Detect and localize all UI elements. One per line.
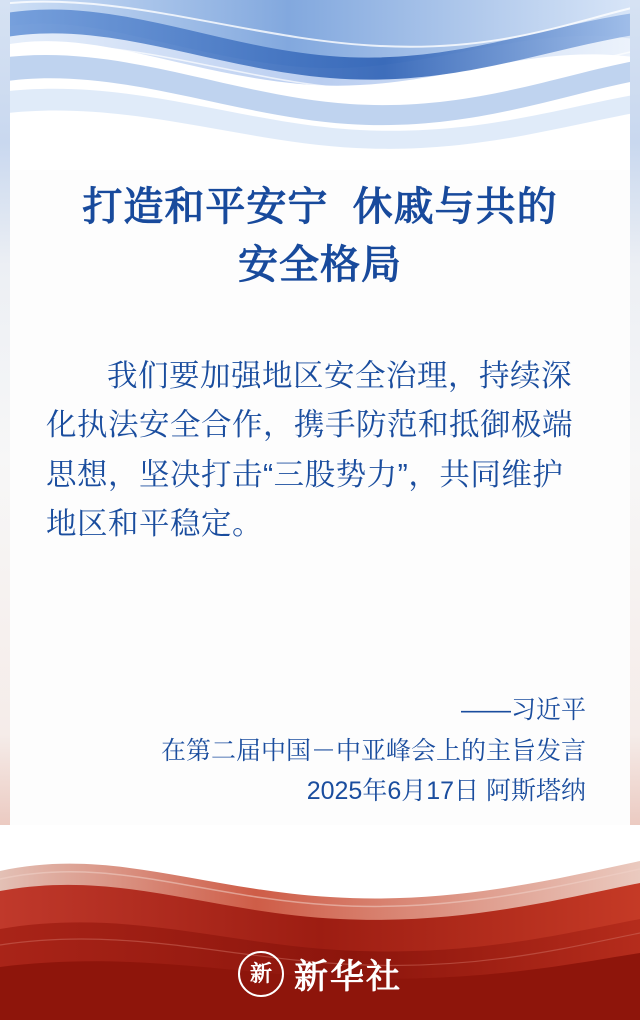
attribution-speaker: ——习近平 xyxy=(460,696,586,724)
xinhua-emblem-icon xyxy=(238,951,284,997)
attribution-date-place: 2025年6月17日 阿斯塔纳 xyxy=(306,777,586,805)
headline-line-1: 打造和平安宁 休戚与共的 xyxy=(82,185,558,229)
headline-line-2: 安全格局 xyxy=(238,243,402,287)
attribution xyxy=(0,690,640,812)
xinhua-logo-text: 新华社 xyxy=(294,959,402,996)
page-title xyxy=(0,178,640,294)
quote-body: 我们要加强地区安全治理，持续深化执法安全合作，携手防范和抵御极端思想，坚决打击“三股势力”，共同维护地区和平稳定。 xyxy=(46,359,573,542)
xinhua-emblem-glyph: 新 xyxy=(249,960,272,986)
top-wave-decoration xyxy=(0,0,640,170)
xinhua-logo xyxy=(0,949,640,998)
attribution-occasion: 在第二届中国－中亚峰会上的主旨发言 xyxy=(160,736,586,765)
